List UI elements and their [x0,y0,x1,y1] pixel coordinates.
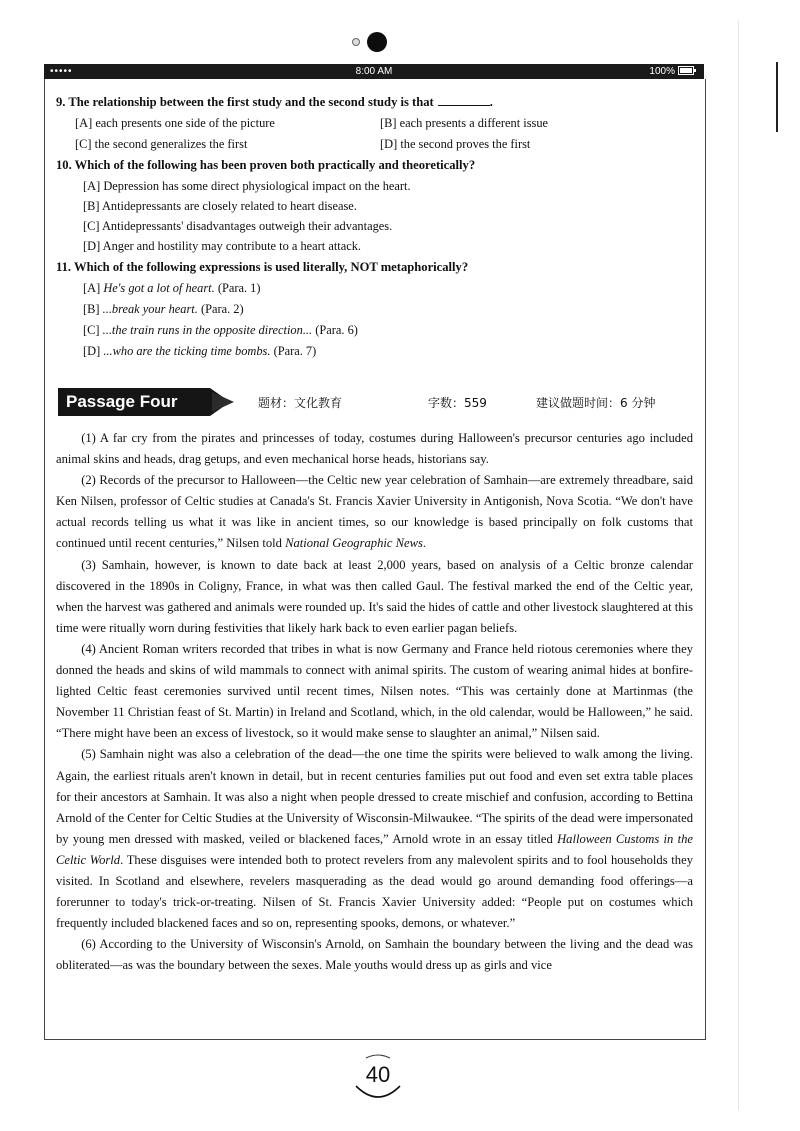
paragraph-5 [56,744,693,934]
option-letter: [A] [83,179,101,193]
option-quote: ...the train runs in the opposite direction... [102,323,313,337]
question-9 [56,95,493,110]
paragraph-3: (3) Samhain, however, is known to date back at least 2,000 years, based on analysis of a Celtic bronze calendar discovered in the 1890s in Coligny, France, in what was then called Gaul. The festival marked the end of the Celtic year, when the harvest was gathered and animals were rounded up. It's said the hides of cattle and other livestock slaughtered at this time were ritually worn during festivities that likely hark back to even earlier pagan beliefs. [56,557,693,635]
option-text: Antidepressants are closely related to heart disease. [101,199,357,213]
option-ref: (Para. 1) [217,281,261,295]
question-number: 11. [56,260,72,274]
option-text: Antidepressants' disadvantages outweigh their advantages. [101,219,393,233]
option-ref: (Para. 2) [200,302,244,316]
paragraph-4: (4) Ancient Roman writers recorded that tribes in what is now Germany and France held riotous ceremonies where they donned the heads and skins of wild mammals to connect with animal spirits. The custom of wearing animal hides at bonfire-lighted Celtic feast ceremonies survived until recent times, Nilsen notes. “This was certainly done at Martinmas (the November 11 Christian feast of St. Martin) in Ireland and Scotland, which, in the old calendar, would be Halloween,” he said. “There might have been an excess of livestock, so it would make sense to slaughter an animal,” Nilsen said. [56,641,693,741]
passage-word-count: 字数：559 [428,396,487,410]
passage-topic: 题材：文化教育 [258,396,343,410]
option-10d[interactable] [83,239,361,254]
option-9d[interactable] [380,137,530,152]
paragraph-6: (6) According to the University of Wisconsin's Arnold, on Samhain the boundary between the living and the dead was obliterated—as was the boundary between the sexes. Male youths would dress up as girls and vice [56,937,693,973]
status-bar [44,64,704,79]
option-letter: [D] [83,344,101,358]
question-stem-end: . [489,95,493,109]
camera-sensor [352,38,360,46]
option-letter: [D] [83,239,101,253]
question-stem: The relationship between the first study and the second study is that [68,95,434,109]
paragraph-2-end: . [422,536,427,551]
paragraph-2-text: (2) Records of the precursor to Halloween—the Celtic new year celebration of Samhain—are extremely threadbare, said Ken Nilsen, professor of Celtic studies at Canada's St. Francis Xavier University in Antigonish, Nova Scotia. “We don't have actual records telling us what it was like in ancient times, so our knowledge is based principally on folk customs that continued until recent centuries,” Nilsen told [56,473,693,551]
question-stem: Which of the following has been proven both practically and theoretically? [74,158,476,172]
passage-body [56,428,693,976]
option-9b[interactable] [380,116,548,131]
battery-icon [678,66,694,75]
option-10b[interactable] [83,199,357,214]
front-camera [367,32,387,52]
option-ref: (Para. 7) [273,344,317,358]
option-ref: (Para. 6) [315,323,358,337]
option-letter: [B] [380,116,397,130]
question-10 [56,158,475,173]
paragraph-2 [56,470,693,554]
edge-mark [776,62,778,132]
option-text: the second proves the first [400,137,531,151]
option-text: Anger and hostility may contribute to a heart attack. [102,239,362,253]
fold-line [738,20,739,1110]
battery-status [649,66,694,77]
option-letter: [A] [83,281,101,295]
option-10c[interactable] [83,219,392,234]
option-11c[interactable] [83,323,358,338]
option-letter: [C] [83,219,100,233]
paragraph-5-end: . These disguises were intended both to protect revelers from any malevolent spirits and to fool households they visited. In Scotland and elsewhere, revelers masquerading as the dead would go around demanding food offerings—a forerunner to today's trick-or-treating. Nilsen of St. Francis Xavier University added: “People put on costumes which frequently included blackened faces and so on, representing spooks, demons, or whatever.” [56,852,693,931]
option-9a[interactable] [75,116,275,131]
signal-indicator: ••••• [50,66,73,77]
option-10a[interactable] [83,179,411,194]
source-title: National Geographic News [285,536,423,551]
option-letter: [B] [83,302,100,316]
page-number: 40 [365,1062,391,1087]
answer-blank [438,95,490,106]
option-9c[interactable] [75,137,247,152]
option-quote: He's got a lot of heart. [103,281,215,295]
option-text: the second generalizes the first [94,137,248,151]
option-11d[interactable] [83,344,316,359]
option-letter: [B] [83,199,100,213]
option-quote: ...who are the ticking time bombs. [103,344,271,358]
status-time: 8:00 AM [355,66,393,77]
option-quote: ...break your heart. [102,302,198,316]
passage-title: Passage Four [66,392,178,411]
option-letter: [C] [75,137,92,151]
option-text: each presents a different issue [399,116,549,130]
essay-title: Halloween Customs in the Celtic World [56,831,693,867]
passage-suggested-time: 建议做题时间：6 分钟 [536,396,656,410]
option-text: each presents one side of the picture [95,116,275,130]
question-number: 10. [56,158,72,172]
option-letter: [C] [83,323,100,337]
paragraph-5-text: (5) Samhain night was also a celebration of the dead—the one time the spirits were believed to walk among the living. Again, the earliest rituals aren't known in detail, but in recent centuries families put out food and even set extra table places for their ancestors at Samhain. It was also a night when people dressed to create mischief and confusion, according to Bettina Arnold of the Center for Celtic Studies at the University of Wisconsin-Milwaukee. “The spirits of the dead were impersonated by young men dressed with masked, veiled or blackened faces,” Arnold wrote in an essay titled [56,747,693,846]
option-11a[interactable] [83,281,261,296]
question-stem: Which of the following expressions is used literally, NOT metaphorically? [73,260,469,274]
passage-banner [58,388,238,416]
question-11 [56,260,468,275]
option-letter: [D] [380,137,398,151]
question-number: 9. [56,95,66,109]
battery-percent: 100% [649,66,675,77]
option-text: Depression has some direct physiological impact on the heart. [103,179,411,193]
paragraph-1: (1) A far cry from the pirates and princesses of today, costumes during Halloween's precursor centuries ago included animal skins and heads, drag getups, and even mechanical horse heads, historians say. [56,431,693,467]
option-letter: [A] [75,116,93,130]
option-11b[interactable] [83,302,244,317]
